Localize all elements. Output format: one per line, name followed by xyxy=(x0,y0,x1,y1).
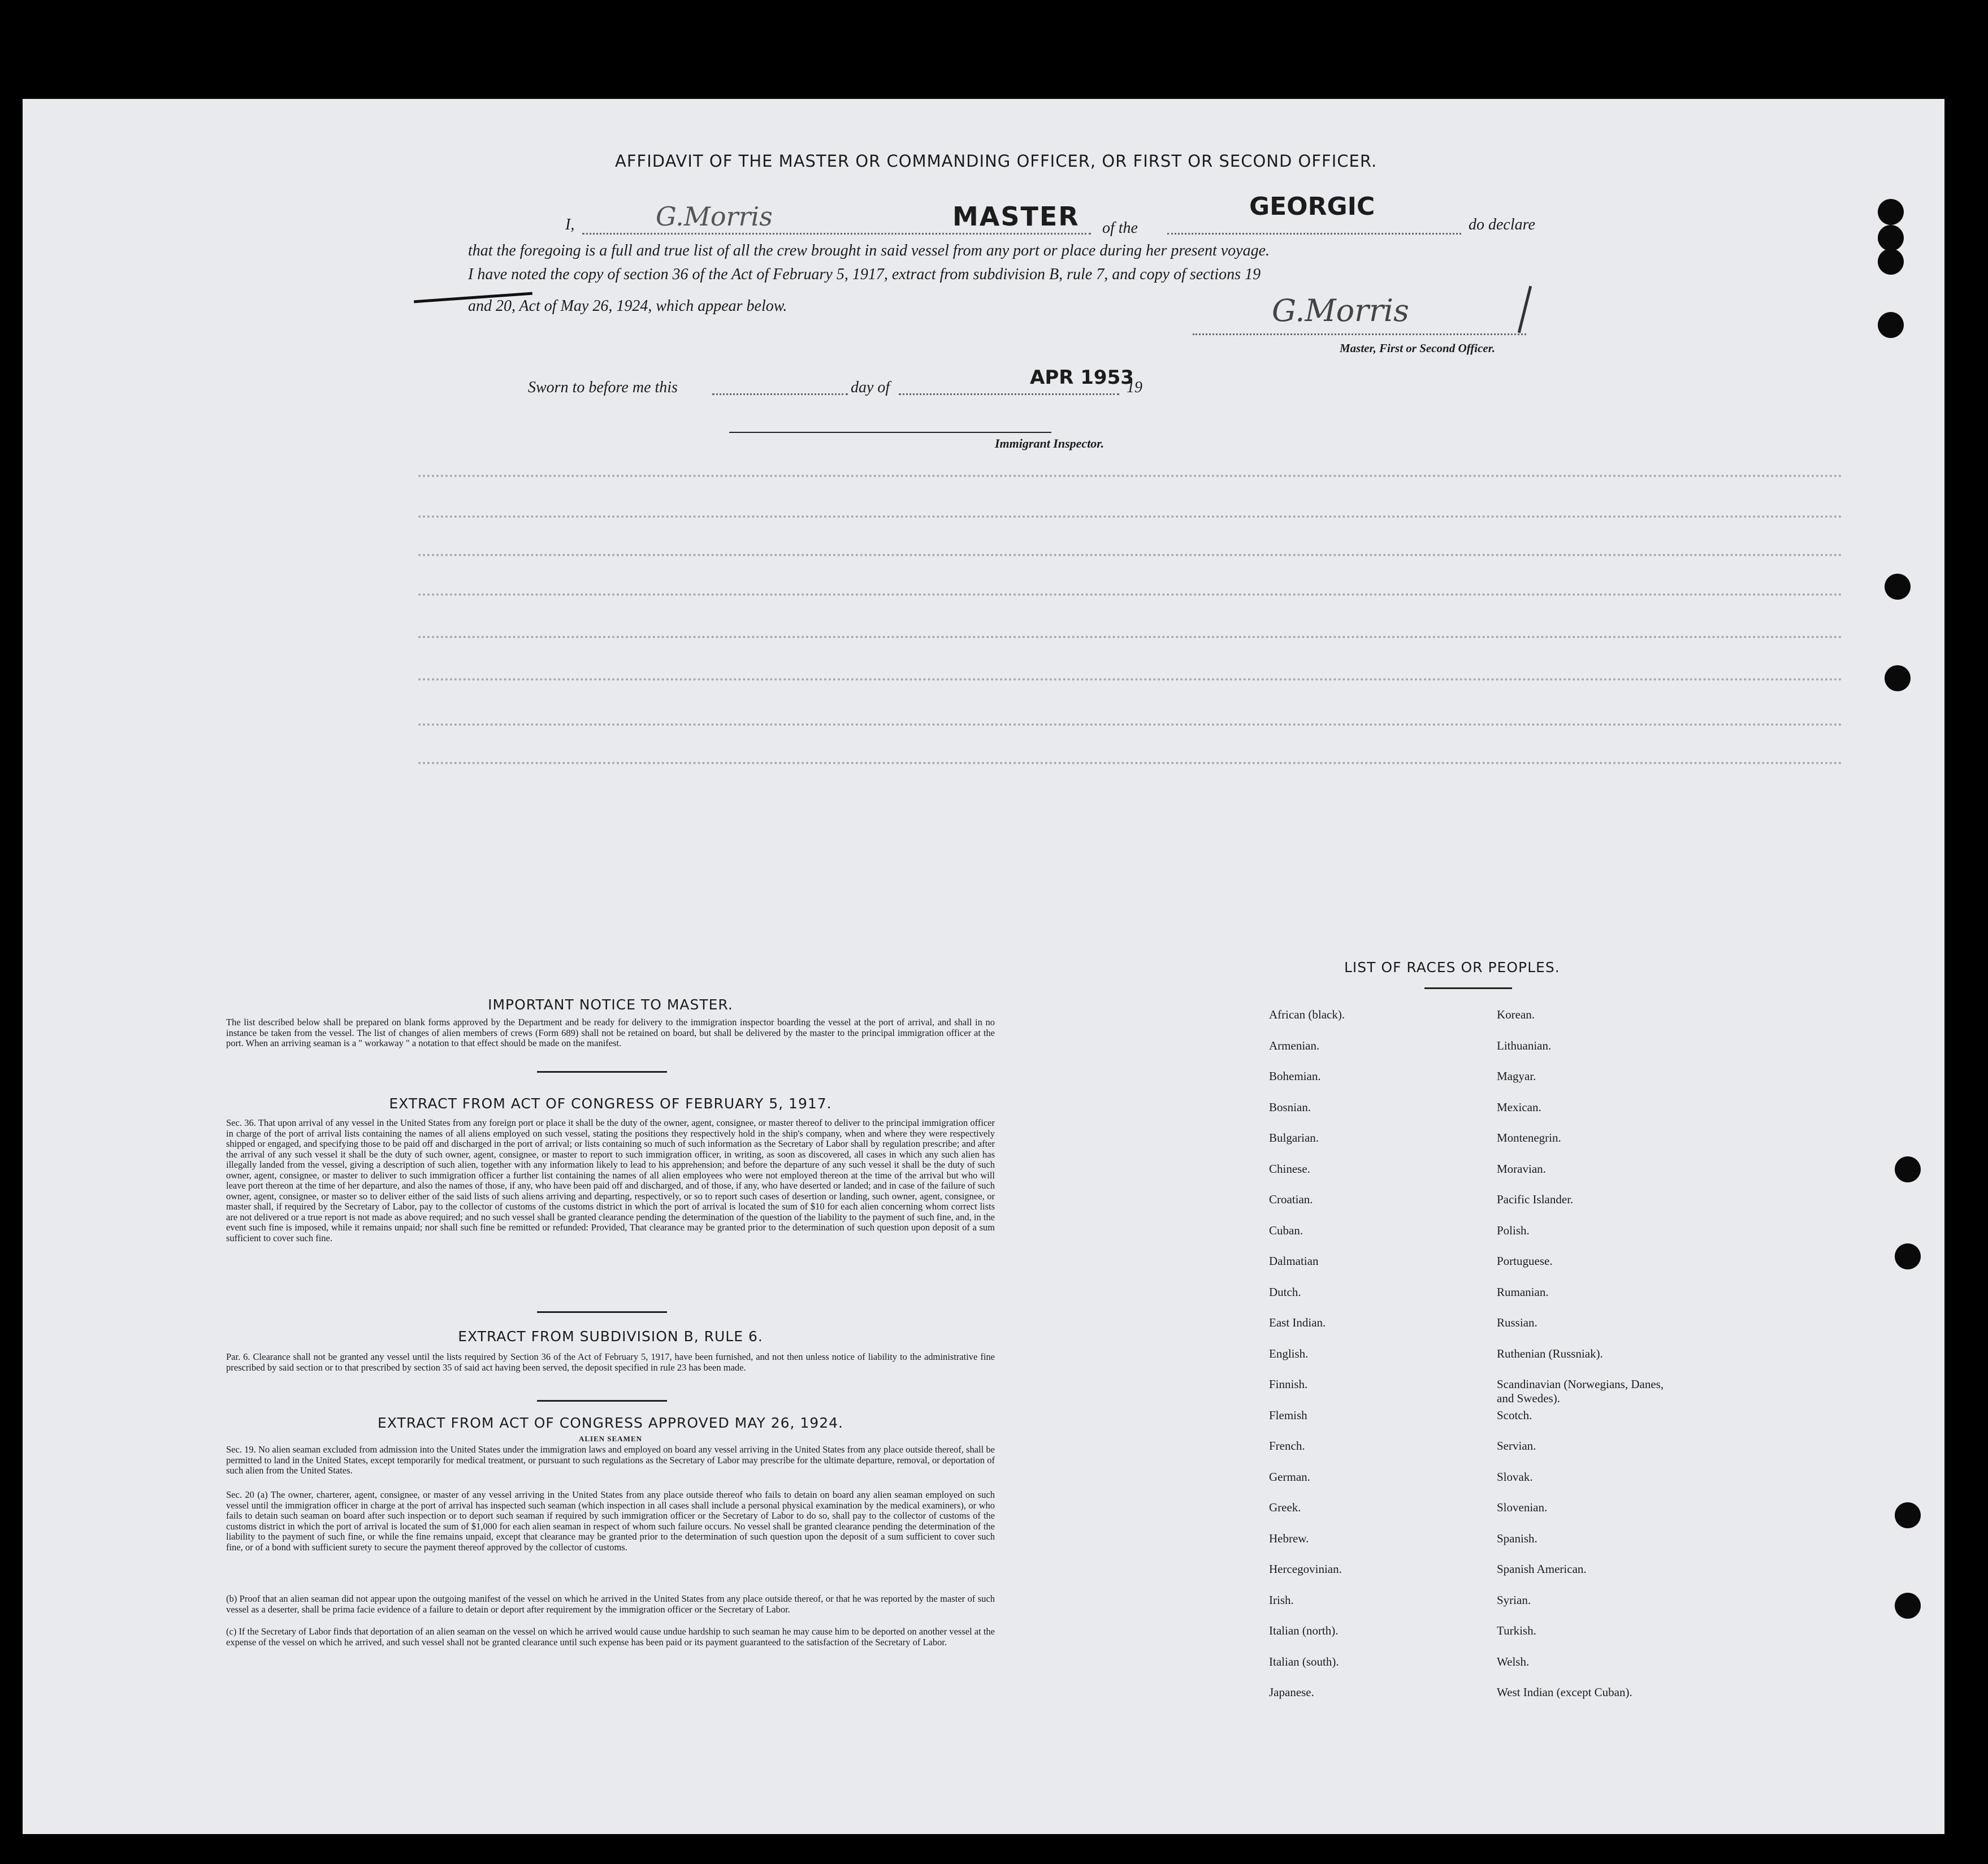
race-item: Spanish American. xyxy=(1497,1562,1587,1576)
punch-hole xyxy=(1878,199,1904,225)
race-item: Bulgarian. xyxy=(1269,1131,1319,1145)
race-item: Hebrew. xyxy=(1269,1531,1309,1545)
inspector-caption: Immigrant Inspector. xyxy=(995,436,1105,450)
race-item: German. xyxy=(1269,1469,1310,1484)
race-item: Magyar. xyxy=(1497,1069,1536,1083)
signature-line xyxy=(1193,333,1526,335)
punch-hole xyxy=(1878,312,1904,338)
race-item: Portuguese. xyxy=(1497,1254,1553,1268)
subdivision-b-text: Par. 6. Clearance shall not be granted any vessel until the lists required by Section 36 of the Act of February 5, 1917, have been furnished, and not then unless notice of liability to the administrative fine prescribed by said section or to that prescribed by section 35 of said act having been served, the deposit specified in rule 23 has been made. xyxy=(226,1351,995,1373)
race-item: Moravian. xyxy=(1497,1161,1546,1176)
race-item: Dutch. xyxy=(1269,1285,1301,1299)
race-item: Polish. xyxy=(1497,1223,1530,1237)
race-item: Scotch. xyxy=(1497,1408,1532,1422)
extract-1917-title: EXTRACT FROM ACT OF CONGRESS OF FEBRUARY 5, 1917. xyxy=(389,1095,832,1112)
race-item: West Indian (except Cuban). xyxy=(1497,1685,1632,1699)
punch-hole xyxy=(1895,1243,1921,1269)
punch-hole xyxy=(1895,1502,1921,1528)
extract-1924-sec20c: (c) If the Secretary of Labor finds that deportation of an alien seaman on the vessel on which he arrived would cause undue hardship to such seaman he may cause him to be deported on another vessel at the expense of the vessel on which he arrived, and such vessel shall not be granted clearance until such expense has been paid or its payment guaranteed to the satisfaction of the Secretary of Labor. xyxy=(226,1626,995,1648)
affidavit-title: AFFIDAVIT OF THE MASTER OR COMMANDING OFFICER, OR FIRST OR SECOND OFFICER. xyxy=(615,151,1378,171)
do-declare-label: do declare xyxy=(1469,216,1535,233)
race-item: Welsh. xyxy=(1497,1654,1530,1668)
punch-hole xyxy=(1895,1593,1921,1619)
day-of-label: day of xyxy=(851,379,890,396)
rank-stamp: MASTER xyxy=(952,201,1080,232)
handwritten-signature: G.Morris xyxy=(1272,293,1409,328)
punch-hole xyxy=(1878,225,1904,251)
bleed-through-row xyxy=(418,475,1843,483)
punch-hole xyxy=(1885,665,1911,691)
race-item: Cuban. xyxy=(1269,1223,1303,1237)
bleed-through-row xyxy=(418,593,1843,601)
race-item: Korean. xyxy=(1497,1008,1535,1021)
bleed-through-row xyxy=(418,554,1843,562)
race-item: Ruthenian (Russniak). xyxy=(1497,1346,1603,1360)
date-stamp: APR 1953 xyxy=(1030,366,1134,389)
section-divider xyxy=(537,1400,667,1402)
alien-seamen-subtitle: ALIEN SEAMEN xyxy=(578,1434,643,1443)
race-item: Russian. xyxy=(1497,1316,1537,1329)
handwritten-name: G.Morris xyxy=(656,201,773,232)
punch-hole xyxy=(1878,249,1904,275)
punch-hole xyxy=(1895,1156,1921,1182)
race-item: Slovenian. xyxy=(1497,1501,1548,1514)
race-item: Turkish. xyxy=(1497,1624,1536,1637)
bleed-through-row xyxy=(418,723,1843,731)
race-item: Greek. xyxy=(1269,1501,1301,1514)
race-item: Rumanian. xyxy=(1497,1285,1549,1299)
race-item: Dalmatian xyxy=(1269,1254,1319,1268)
year-prefix: 19 xyxy=(1127,379,1142,396)
declaration-line-4: and 20, Act of May 26, 1924, which appear below. xyxy=(468,297,787,315)
race-item: Slovak. xyxy=(1497,1469,1533,1484)
race-item: Mexican. xyxy=(1497,1100,1541,1114)
races-title: LIST OF RACES OR PEOPLES. xyxy=(1344,959,1560,976)
vessel-name-stamp: GEORGIC xyxy=(1249,192,1375,221)
inspector-signature-line xyxy=(729,432,1051,433)
race-item: Croatian. xyxy=(1269,1193,1313,1206)
extract-1924-title: EXTRACT FROM ACT OF CONGRESS APPROVED MAY 26, 1924. xyxy=(378,1415,843,1431)
notice-text: The list described below shall be prepared on blank forms approved by the Department and be ready for delivery to the immigration inspector boarding the vessel at the port of arrival, and shall in no instance be taken from the vessel. The list of changes of alien members of crews (Form 689) shall not be retained on board, but shall be delivered by the master to the principal immigration officer at the port. When an arriving seaman is a " workaway " a notation to that effect should be made on the manifest. xyxy=(226,1017,995,1048)
of-the-label: of the xyxy=(1102,219,1138,237)
race-item: African (black). xyxy=(1269,1008,1345,1021)
race-item: Chinese. xyxy=(1269,1161,1310,1176)
bleed-through-row xyxy=(418,678,1843,686)
race-item: Bosnian. xyxy=(1269,1100,1311,1114)
bleed-through-row xyxy=(418,762,1843,770)
race-item: Pacific Islander. xyxy=(1497,1193,1574,1206)
name-line xyxy=(582,233,1091,235)
declaration-line-3: I have noted the copy of section 36 of the Act of February 5, 1917, extract from subdivision B, rule 7, and copy of sections 19 xyxy=(468,266,1261,283)
sworn-day-line xyxy=(712,393,848,395)
race-item: Hercegovinian. xyxy=(1269,1562,1342,1576)
sworn-label: Sworn to before me this xyxy=(528,379,678,396)
race-item: Servian. xyxy=(1497,1439,1536,1453)
extract-1924-sec20b: (b) Proof that an alien seaman did not appear upon the outgoing manifest of the vessel on which he arrived in the United States from any place outside thereof, or that he was reported by the master of such vessel as a deserter, shall be prima facie evidence of a failure to detain or deport after requirement by the immigration officer or the Secretary of Labor. xyxy=(226,1593,995,1615)
race-item: Italian (south). xyxy=(1269,1654,1339,1668)
bleed-through-row xyxy=(418,636,1843,644)
declaration-line-2: that the foregoing is a full and true list of all the crew brought in said vessel from any port or place during her present voyage. xyxy=(468,242,1270,259)
race-item: English. xyxy=(1269,1346,1309,1360)
race-item: Irish. xyxy=(1269,1593,1294,1607)
extract-1924-sec19: Sec. 19. No alien seaman excluded from admission into the United States under the immigration laws and employed on board any vessel arriving in the United States from any place outside thereof, shall be permitted to land in the United States, except temporarily for medical treatment, or pursuant to such regulations as the Secretary of Labor may prescribe for the ultimate departure, removal, or deportation of such alien from the United States. xyxy=(226,1444,995,1476)
sworn-month-line xyxy=(899,393,1119,395)
race-item: Finnish. xyxy=(1269,1377,1308,1391)
race-item: Flemish xyxy=(1269,1408,1307,1422)
signature-caption: Master, First or Second Officer. xyxy=(1340,341,1495,355)
race-item: Bohemian. xyxy=(1269,1069,1321,1083)
notice-title: IMPORTANT NOTICE TO MASTER. xyxy=(488,996,733,1013)
race-item: Scandinavian (Norwegians, Danes, and Swedes). xyxy=(1497,1377,1664,1405)
race-item: Montenegrin. xyxy=(1497,1131,1561,1145)
race-item: French. xyxy=(1269,1439,1305,1453)
race-item: Italian (north). xyxy=(1269,1624,1339,1637)
section-divider xyxy=(537,1311,667,1313)
race-item: Armenian. xyxy=(1269,1038,1320,1052)
declarant-label: I, xyxy=(565,216,575,233)
race-item: Syrian. xyxy=(1497,1593,1531,1607)
race-item: Lithuanian. xyxy=(1497,1038,1552,1052)
race-item: East Indian. xyxy=(1269,1316,1326,1329)
extract-1924-sec20a: Sec. 20 (a) The owner, charterer, agent, consignee, or master of any vessel arriving in the United States from any place outside thereof who fails to detain on board any alien seaman employed on such vessel until the immigration officer in charge at the port of arrival has inspected such seaman (which inspection in all cases shall include a personal physical examination by the medical examiners), or who fails to detain such seaman on board after such inspection or to deport such seaman if required by such immigration officer or the Secretary of Labor to do so, shall pay to the collector of customs of the customs district in which the port of arrival is located the sum of $1,000 for each alien seaman in respect of whom such failure occurs. No vessel shall be granted clearance pending the determination of the liability to the payment of such fine, or while the fine remains unpaid, except that clearance may be granted prior to the determination of such question upon the deposit of a sum sufficient to cover such fine, or of a bond with sufficient surety to secure the payment thereof approved by the collector of customs. xyxy=(226,1489,995,1553)
punch-hole xyxy=(1885,574,1911,600)
race-item: Japanese. xyxy=(1269,1685,1314,1699)
section-divider xyxy=(537,1071,667,1073)
races-title-rule xyxy=(1424,987,1512,989)
subdivision-b-title: EXTRACT FROM SUBDIVISION B, RULE 6. xyxy=(458,1328,763,1345)
vessel-line xyxy=(1167,233,1461,235)
race-item: Spanish. xyxy=(1497,1531,1537,1545)
extract-1917-text: Sec. 36. That upon arrival of any vessel in the United States from any foreign port or place it shall be the duty of the owner, agent, consignee, or master thereof to deliver to the principal immigration officer in charge of the port of arrival lists containing the names of all aliens employed on such vessel, stating the positions they respectively hold in the ship's company, when and where they were respectively shipped or engaged, and specifying those to be paid off and discharged in the port of arrival; or lists containing so much of such information as the Secretary of Labor shall by regulation prescribe; and after the arrival of any such vessel it shall be the duty of such owner, agent, consignee, or master to report to such immigration officer, in writing, as soon as discovered, all cases in which any such alien has illegally landed from the vessel, giving a description of such alien, together with any information likely to lead to his apprehension; and before the departure of any such vessel it shall be the duty of such owner, agent, consignee, or master to deliver to such immigration officer a further list containing the names of all alien employees who were not employed thereon at the time of the arrival but who will leave port thereon at the time of her departure, and also the names of those, if any, who have been paid off and discharged, and of those, if any, who have deserted or landed; and in case of the failure of such owner, agent, consignee, or master so to deliver either of the said lists of such aliens arriving and departing, respectively, or so to report such cases of desertion or landing, such owner, agent, consignee, or master shall, if required by the Secretary of Labor, pay to the collector of customs of the customs district in which the port of arrival is located the sum of $10 for each alien concerning whom correct lists are not delivered or a true report is not made as above required; and no such vessel shall be granted clearance pending the determination of the question of the liability to the payment of such fine, and, in the event such fine is imposed, while it remains unpaid; nor shall such fine be remitted or refunded: Provided, That clearance may be granted prior to the determination of such question upon deposit of a sum sufficient to cover such fine. xyxy=(226,1117,995,1243)
bleed-through-row xyxy=(418,515,1843,523)
